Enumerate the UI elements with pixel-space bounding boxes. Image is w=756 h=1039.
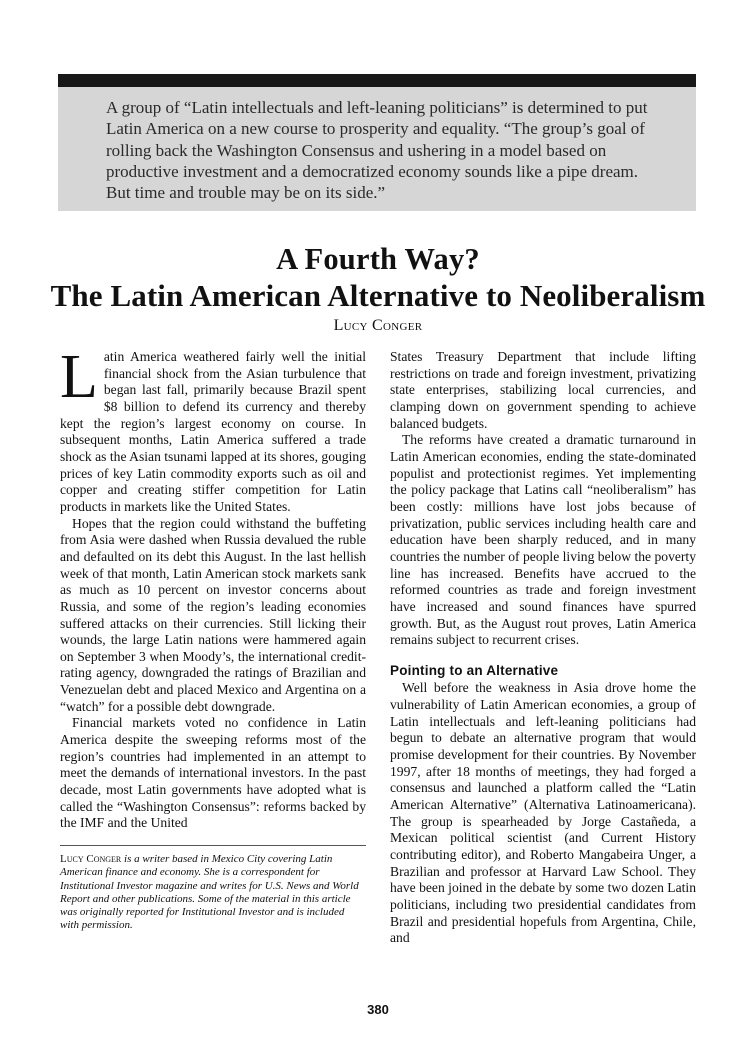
paragraph	[60, 343, 366, 516]
page-number: 380	[367, 1002, 389, 1017]
article-subtitle: The Latin American Alternative to Neoliberalism	[50, 278, 706, 313]
author-note-name: Lucy Conger	[60, 853, 122, 865]
column-left	[60, 343, 366, 832]
pull-quote: A group of “Latin intellectuals and left-leaning politicians” is determined to put Latin America on a new course to prosperity and equality. “The group’s goal of rolling back the Washington Consensus and ushering in a model based on productive investment and a democratized economy sounds like a pipe dream. But time and trouble may be on its side.”	[106, 98, 648, 203]
paragraph: Hopes that the region could withstand the buffeting from Asia were dashed when Russia devalued the ruble and defaulted on its debt this August. In the last hellish week of that month, Latin American stock markets sank as much as 10 percent on investor concerns about Russia, and some of the region’s leading economies suffered attacks on their currencies. Still licking their wounds, the large Latin nations were hammered again on September 3 when Moody’s, the international credit-rating agency, downgraded the ratings of Brazilian and Venezuelan debt and placed Mexico and Argentina on a “watch” for a possible debt downgrade.	[60, 515, 366, 714]
paragraph-text: atin America weathered fairly well the initial financial shock from the Asian turbulence that began last fall, primarily because Brazil spent $8 billion to defend its currency and thereby kept the region’s largest economy on course. In subsequent months, Latin America suffered a trade shock as the Asian tsunami lapped at its shores, gouging prices of key Latin commodity exports such as oil and copper and creating stiffer competition for Latin products in markets like the United States.	[60, 349, 366, 514]
author-note-text: is a writer based in Mexico City covering Latin American finance and economy. She is a correspondent for Institutional Investor magazine and writes for U.S. News and World Report and other publications. Some of the material in this article was originally reported for Institutional Investor and is included with permission.	[60, 853, 359, 932]
author-note	[60, 853, 366, 933]
article-title: A Fourth Way?	[276, 242, 480, 276]
paragraph: Well before the weakness in Asia drove home the vulnerability of Latin American economies, a group of Latin intellectuals and left-leaning politicians had begun to debate an alternative program that would promise development for their countries. By November 1997, after 18 months of meetings, they had forged a consensus and launched a platform called the “Latin American Alternative” (Alternativa Latinoamericana). The group is spearheaded by Jorge Castañeda, a Mexican political scientist (and Current History contributing editor), and Roberto Mangabeira Unger, a Brazilian and professor at Harvard Law School. They have been joined in the debate by some two dozen Latin politicians, including two presidential candidates from Brazil and presidential hopefuls from Argentina, Chile, and	[390, 680, 696, 946]
column-right	[390, 349, 696, 947]
paragraph: The reforms have created a dramatic turnaround in Latin American economies, ending the state-dominated populist and protectionist regimes. Yet implementing the policy package that Latins call “neoliberalism” has been costly: millions have lost jobs because of privatization, public services including health care and education have been sharply reduced, and in many countries the number of people living below the poverty line has increased. Benefits have accrued to the reformed countries as trade and foreign investment have increased and sound finances have spurred growth. But, as the August rout proves, Latin America remains subject to recurrent crises.	[390, 432, 696, 648]
section-heading: Pointing to an Alternative	[390, 662, 559, 678]
footnote-rule	[60, 845, 366, 846]
author-byline: Lucy Conger	[333, 317, 423, 334]
paragraph: States Treasury Department that include lifting restrictions on trade and foreign investment, privatizing state enterprises, stabilizing local currencies, and clamping down on government spending to achieve balanced budgets.	[390, 349, 696, 431]
drop-cap: L	[60, 343, 98, 411]
paragraph: Financial markets voted no confidence in Latin America despite the sweeping reforms most of the region’s countries had implemented in an attempt to meet the demands of international investors. In the past decade, most Latin governments have adopted what is called the “Washington Consensus”: reforms backed by the IMF and the United	[60, 715, 366, 831]
banner-top-rule	[58, 74, 696, 87]
